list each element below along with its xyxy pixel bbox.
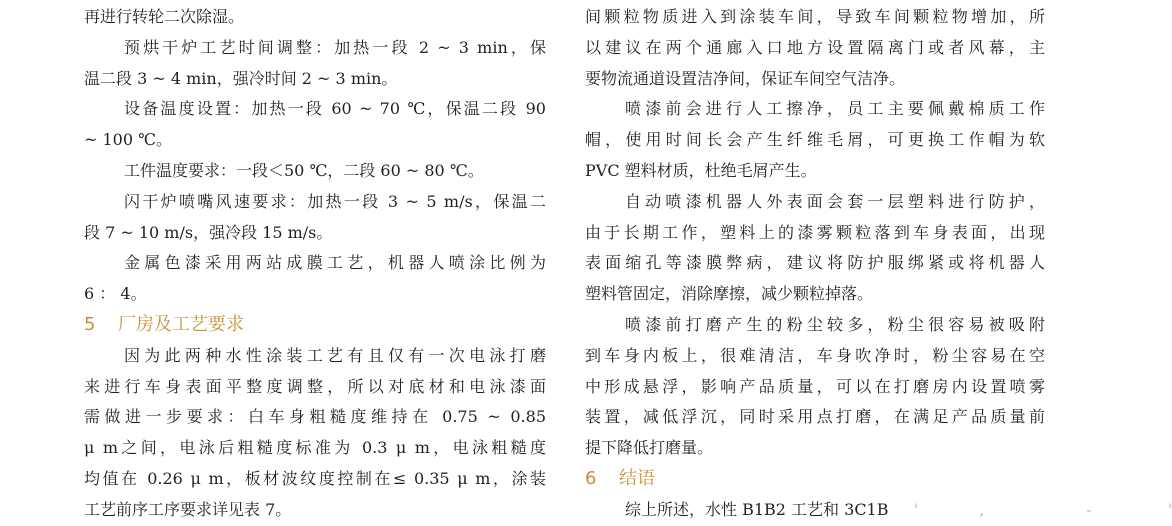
line-text: 塑料管固定，消除摩擦，减少颗粒掉落。 — [585, 284, 873, 303]
right-column — [585, 2, 1045, 526]
paragraph-line — [585, 125, 1045, 156]
paragraph-line — [585, 187, 1045, 218]
paragraph-line — [585, 372, 1045, 403]
line-text: 由于长期工作，塑料上的漆雾颗粒落到车身表面，出现 — [585, 223, 1045, 242]
line-text: 段 7 ~ 10 m/s，强冷段 15 m/s。 — [84, 223, 332, 242]
paragraph-line — [585, 33, 1045, 64]
faded-remnant: ' , - ' — [889, 500, 1172, 519]
line-text: 闪干炉喷嘴风速要求：加热一段 3 ~ 5 m/s，保温二 — [124, 192, 546, 211]
left-column — [84, 2, 546, 526]
section-title: 厂房及工艺要求 — [118, 314, 244, 335]
line-text: 中形成悬浮，影响产品质量，可以在打磨房内设置喷雾 — [585, 377, 1045, 396]
line-text: 需做进一步要求：白车身粗糙度维持在 0.75 ~ 0.85 — [84, 407, 546, 426]
line-text: 帽，使用时间长会产生纤维毛屑，可更换工作帽为软 — [585, 130, 1045, 149]
paragraph-line — [585, 248, 1045, 279]
paragraph-line — [585, 218, 1045, 249]
line-text: 喷漆前打磨产生的粉尘较多，粉尘很容易被吸附 — [625, 315, 1045, 334]
paragraph-line — [84, 94, 546, 125]
section-title: 结语 — [619, 468, 655, 489]
paragraph-line — [84, 464, 546, 495]
line-text: 工件温度要求：一段＜50 ℃，二段 60 ~ 80 ℃。 — [124, 161, 484, 180]
line-text: 再进行转轮二次除湿。 — [84, 7, 244, 26]
line-text: 综上所述，水性 B1B2 工艺和 3C1B — [625, 500, 889, 519]
line-text: 6 ： 4。 — [84, 284, 147, 303]
line-text: 金属色漆采用两站成膜工艺，机器人喷涂比例为 — [124, 253, 546, 272]
line-text: ~ 100 ℃。 — [84, 130, 172, 149]
paragraph-line — [585, 2, 1045, 33]
paragraph-line — [84, 218, 546, 249]
line-text: 提下降低打磨量。 — [585, 438, 713, 457]
section-heading — [84, 310, 546, 341]
line-text: 温二段 3 ~ 4 min，强冷时间 2 ~ 3 min。 — [84, 69, 397, 88]
paragraph-line — [585, 341, 1045, 372]
paragraph-line — [84, 2, 546, 33]
section-heading — [585, 464, 1045, 495]
paragraph-line — [84, 125, 546, 156]
paragraph-line — [585, 402, 1045, 433]
line-text: 到车身内板上，很难清洁，车身吹净时，粉尘容易在空 — [585, 346, 1045, 365]
paragraph-line — [84, 341, 546, 372]
line-text: 以建议在两个通廊入口地方设置隔离门或者风幕，主 — [585, 38, 1045, 57]
paragraph-line — [585, 94, 1045, 125]
section-number: 6 — [585, 464, 619, 495]
line-text: 自动喷漆机器人外表面会套一层塑料进行防护， — [625, 192, 1045, 211]
paragraph-line — [84, 33, 546, 64]
paragraph-line — [585, 64, 1045, 95]
paragraph-line — [585, 495, 1045, 526]
paragraph-line — [585, 433, 1045, 464]
line-text: PVC 塑料材质，杜绝毛屑产生。 — [585, 161, 817, 180]
line-text: 设备温度设置：加热一段 60 ~ 70 ℃，保温二段 90 — [124, 99, 546, 118]
line-text: 工艺前序工序要求详见表 7。 — [84, 500, 291, 519]
line-text: μ m之间，电泳后粗糙度标准为 0.3 μ m，电泳粗糙度 — [84, 438, 546, 457]
paragraph-line — [84, 156, 546, 187]
line-text: 因为此两种水性涂装工艺有且仅有一次电泳打磨 — [124, 346, 546, 365]
section-number: 5 — [84, 310, 118, 341]
paragraph-line — [84, 495, 546, 526]
line-text: 要物流通道设置洁净间，保证车间空气洁净。 — [585, 69, 905, 88]
paragraph-line — [84, 433, 546, 464]
paragraph-line — [585, 156, 1045, 187]
paragraph-line — [84, 279, 546, 310]
paragraph-line — [84, 248, 546, 279]
line-text: 表面缩孔等漆膜弊病，建议将防护服绑紧或将机器人 — [585, 253, 1045, 272]
paragraph-line — [585, 279, 1045, 310]
paragraph-line — [84, 372, 546, 403]
paragraph-line — [84, 64, 546, 95]
paragraph-line — [84, 402, 546, 433]
line-text: 间颗粒物质进入到涂装车间，导致车间颗粒物增加，所 — [585, 7, 1045, 26]
line-text: 预烘干炉工艺时间调整：加热一段 2 ~ 3 min，保 — [124, 38, 546, 57]
line-text: 均值在 0.26 μ m，板材波纹度控制在≤ 0.35 μ m，涂装 — [84, 469, 546, 488]
paragraph-line — [585, 310, 1045, 341]
paragraph-line — [84, 187, 546, 218]
line-text: 装置，减低浮沉，同时采用点打磨，在满足产品质量前 — [585, 407, 1045, 426]
line-text: 来进行车身表面平整度调整，所以对底材和电泳漆面 — [84, 377, 546, 396]
line-text: 喷漆前会进行人工擦净，员工主要佩戴棉质工作 — [625, 99, 1045, 118]
